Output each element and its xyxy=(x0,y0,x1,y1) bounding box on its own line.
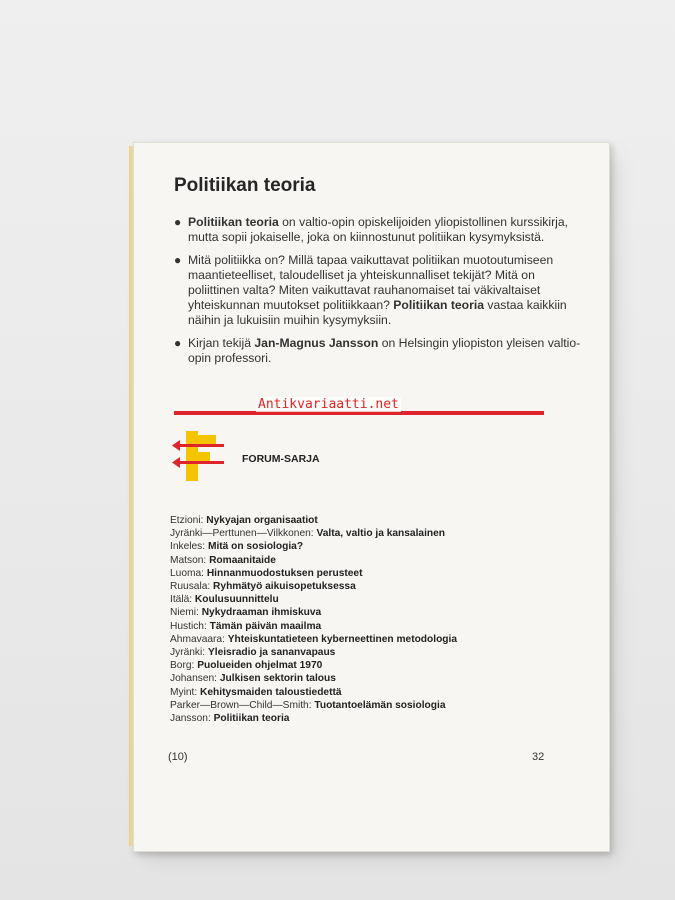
book-author: Itälä: xyxy=(170,594,195,606)
book-title-entry: Politiikan teoria xyxy=(213,713,290,725)
book-list-item xyxy=(170,699,457,712)
bullet-dot-icon: ● xyxy=(174,215,182,229)
text-segment: vastaa kaikkiin näihin ja lukuisiin muihin kysymyksiin. xyxy=(188,298,567,327)
book-title-entry: Yleisradio ja sananvapaus xyxy=(207,647,336,659)
book-title-entry: Kehitysmaiden taloustiedettä xyxy=(200,686,342,698)
book-author: Ahmavaara: xyxy=(170,633,228,645)
book-author: Niemi: xyxy=(170,607,202,619)
book-author: Matson: xyxy=(170,554,210,566)
bullet-text xyxy=(188,253,567,327)
book-title: Politiikan teoria xyxy=(174,175,316,196)
book-list-item xyxy=(170,540,457,553)
book-title-entry: Julkisen sektorin talous xyxy=(219,673,336,685)
series-label: FORUM-SARJA xyxy=(242,453,320,465)
book-title-entry: Tuotantoelämän sosiologia xyxy=(314,699,446,711)
price-code: 32 xyxy=(532,751,545,763)
text-segment: Mitä politiikka on? Millä tapaa vaikuttavat politiikan muotoutumiseen maantieteelliset, taloudelliset ja yhteiskunnalliset tekijät? Mitä on poliittinen valta? Miten vaikuttavat rauhanomaiset tai väkivaltaiset yhteiskunnan muutokset politiikkaan? xyxy=(188,253,554,312)
book-list-item xyxy=(170,514,457,527)
watermark-text: Antikvariaatti.net xyxy=(258,397,399,412)
bold-text: Politiikan teoria xyxy=(393,298,485,312)
book-author: Parker—Brown—Child—Smith: xyxy=(170,699,315,711)
book-title-entry: Nykyajan organisaatiot xyxy=(206,515,318,526)
book-back-cover xyxy=(133,142,610,852)
book-title-entry: Valta, valtio ja kansalainen xyxy=(316,528,446,540)
book-title-entry: Koulusuunnittelu xyxy=(194,594,279,606)
book-author: Jyränki—Perttunen—Vilkkonen: xyxy=(170,528,317,540)
book-author: Jansson: xyxy=(170,713,214,725)
book-list-item xyxy=(170,659,457,672)
bullet-dot-icon: ● xyxy=(174,336,182,350)
book-title-entry: Hinnanmuodostuksen perusteet xyxy=(206,567,363,579)
book-title-entry: Ryhmätyö aikuisopetuksessa xyxy=(213,581,356,593)
book-list-item xyxy=(170,712,457,725)
book-author: Luoma: xyxy=(170,567,207,579)
bold-text: Politiikan teoria xyxy=(188,215,279,229)
bullet-text xyxy=(188,215,568,244)
bullet-item xyxy=(174,215,584,245)
book-list-item xyxy=(170,672,457,685)
book-list-item xyxy=(170,620,457,633)
book-list-item xyxy=(170,593,457,606)
book-list-item xyxy=(170,686,457,699)
bold-text: Jan-Magnus Jansson xyxy=(254,336,379,350)
book-author: Jyränki: xyxy=(170,647,208,659)
bullet-text xyxy=(188,336,580,365)
book-author: Myint: xyxy=(170,686,201,698)
book-author: Etzioni: xyxy=(170,515,207,526)
book-title-entry: Yhteiskuntatieteen kyberneettinen metodologia xyxy=(227,633,458,645)
book-list-item xyxy=(170,567,457,580)
book-author: Inkeles: xyxy=(170,541,208,553)
book-list-item xyxy=(170,580,457,593)
text-segment: Kirjan tekijä xyxy=(188,336,255,350)
book-author: Hustich: xyxy=(170,620,210,632)
book-list-item xyxy=(170,646,457,659)
book-author: Ruusala: xyxy=(170,581,214,593)
text-segment: on valtio-opin opiskelijoiden yliopistollinen kurssikirja, mutta sopii jokaiselle, joka on kiinnostunut politiikan kysymyksistä. xyxy=(188,215,569,244)
book-list-item xyxy=(170,633,457,646)
text-segment: on Helsingin yliopiston yleisen valtio-opin professori. xyxy=(188,336,581,365)
book-list-item xyxy=(170,527,457,540)
book-list-item xyxy=(170,554,457,567)
description-bullets xyxy=(174,215,584,374)
bullet-dot-icon: ● xyxy=(174,253,182,267)
series-book-list xyxy=(170,514,457,725)
book-author: Johansen: xyxy=(170,673,220,685)
book-title-entry: Puolueiden ohjelmat 1970 xyxy=(197,660,323,672)
series-number: (10) xyxy=(168,751,188,763)
bullet-item xyxy=(174,253,584,328)
book-title-entry: Nykydraaman ihmiskuva xyxy=(201,607,322,619)
forum-series-logo-icon xyxy=(172,431,226,481)
book-list-item xyxy=(170,606,457,619)
book-title-entry: Mitä on sosiologia? xyxy=(207,541,304,553)
book-author: Borg: xyxy=(170,660,198,672)
book-title-entry: Tämän päivän maailma xyxy=(209,620,322,632)
book-title-entry: Romaanitaide xyxy=(209,554,276,566)
bullet-item xyxy=(174,336,584,366)
